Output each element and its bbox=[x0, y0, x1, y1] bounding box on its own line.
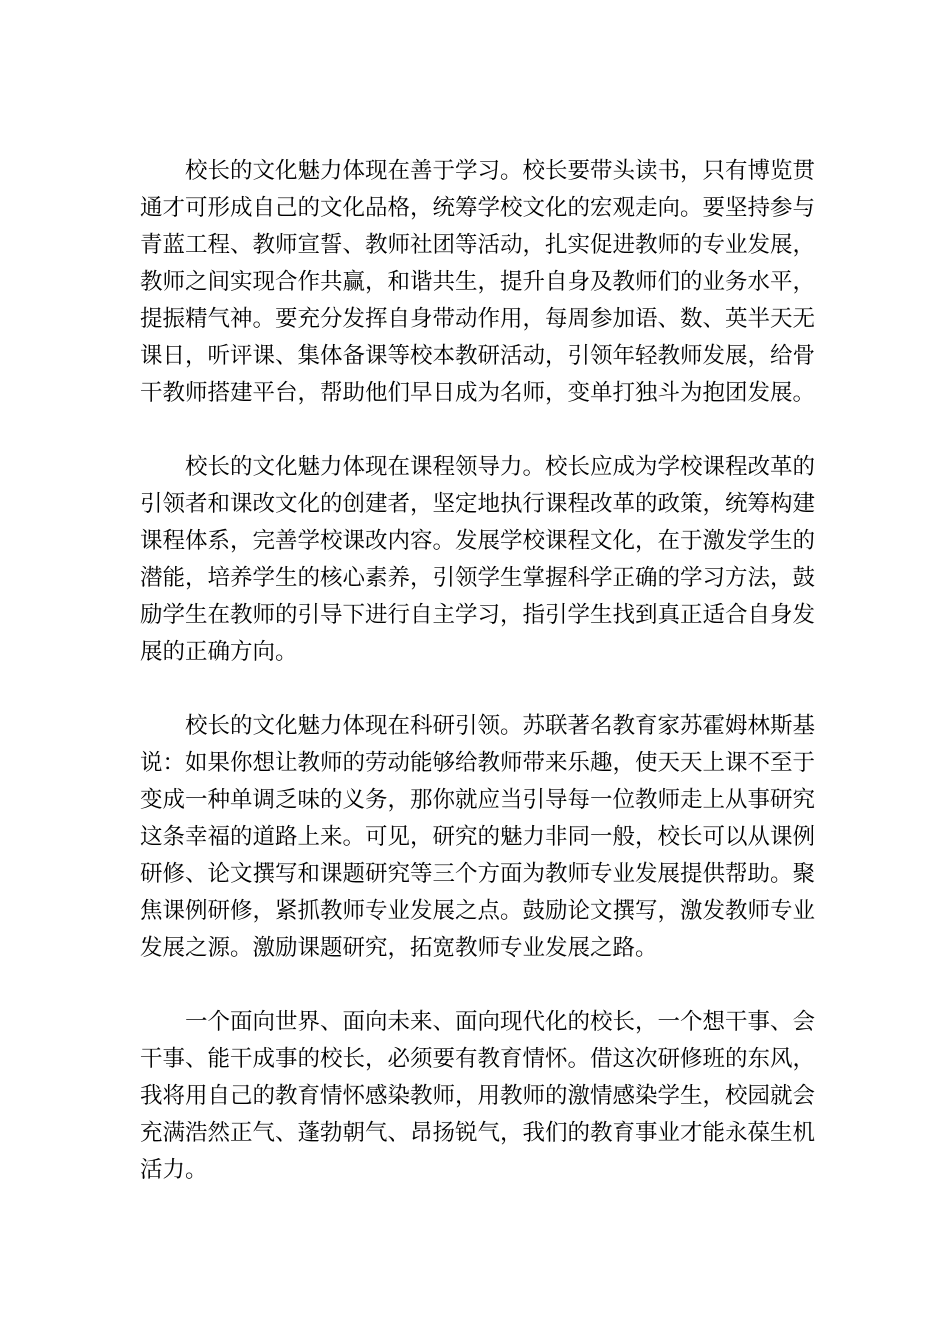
paragraph-curriculum: 校长的文化魅力体现在课程领导力。校长应成为学校课程改革的引领者和课改文化的创建者，坚定地执行课程改革的政策，统筹构建课程体系，完善学校课改内容。发展学校课程文化，在于激发学生的潜能，培养学生的核心素养，引领学生掌握科学正确的学习方法，鼓励学生在教师的引导下进行自主学习，指引学生找到真正适合自身发展的正确方向。 bbox=[140, 454, 816, 665]
paragraph-conclusion: 一个面向世界、面向未来、面向现代化的校长，一个想干事、会干事、能干成事的校长，必须要有教育情怀。借这次研修班的东风，我将用自己的教育情怀感染教师，用教师的激情感染学生，校园就会充满浩然正气、蓬勃朝气、昂扬锐气，我们的教育事业才能永葆生机活力。 bbox=[140, 1009, 816, 1183]
document-body bbox=[140, 153, 815, 1189]
paragraph-research: 校长的文化魅力体现在科研引领。苏联著名教育家苏霍姆林斯基说：如果你想让教师的劳动能够给教师带来乐趣，使天天上课不至于变成一种单调乏味的义务，那你就应当引导每一位教师走上从事研究这条幸福的道路上来。可见，研究的魅力非同一般，校长可以从课例研修、论文撰写和课题研究等三个方面为教师专业发展提供帮助。聚焦课例研修，紧抓教师专业发展之点。鼓励论文撰写，激发教师专业发展之源。激励课题研究，拓宽教师专业发展之路。 bbox=[140, 713, 816, 961]
paragraph-learning: 校长的文化魅力体现在善于学习。校长要带头读书，只有博览贯通才可形成自己的文化品格，统筹学校文化的宏观走向。要坚持参与青蓝工程、教师宣誓、教师社团等活动，扎实促进教师的专业发展，教师之间实现合作共赢，和谐共生，提升自身及教师们的业务水平，提振精气神。要充分发挥自身带动作用，每周参加语、数、英半天无课日，听评课、集体备课等校本教研活动，引领年轻教师发展，给骨干教师搭建平台，帮助他们早日成为名师，变单打独斗为抱团发展。 bbox=[140, 158, 816, 406]
